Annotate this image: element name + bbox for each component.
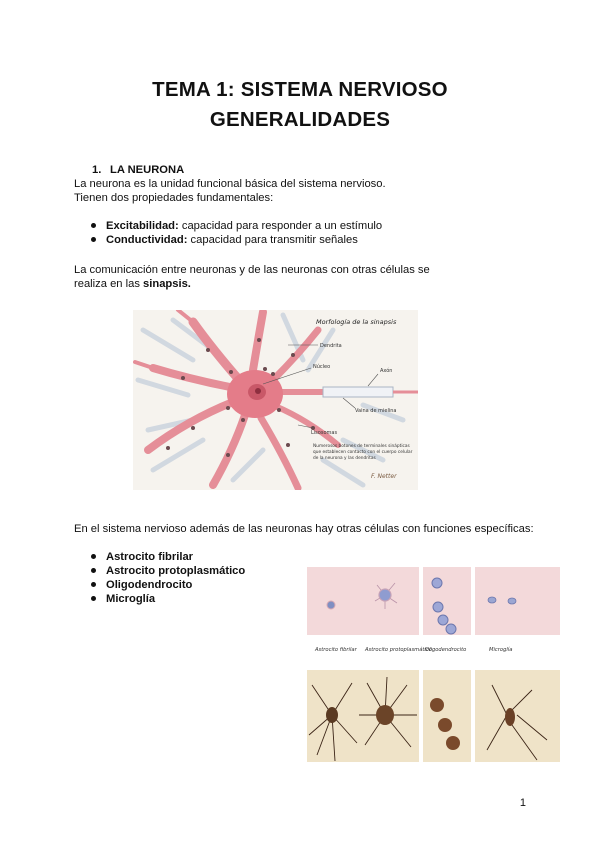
glia-item	[91, 550, 193, 564]
label-protoplasmic-astrocyte: Astrocito protoplasmático	[365, 647, 432, 653]
label-axon: Axón	[380, 368, 393, 374]
intro-line-2: Tienen dos propiedades fundamentales:	[74, 192, 274, 204]
label-oligodendrocyte: Oligodendrocito	[425, 647, 467, 653]
glia-item-label: Oligodendrocito	[106, 579, 193, 591]
panel-oligodendrocyte-top	[423, 567, 471, 635]
label-microglia: Microglía	[489, 647, 513, 653]
section-heading: LA NEURONA	[110, 164, 185, 176]
property-desc: capacidad para transmitir señales	[187, 234, 358, 246]
bullet-icon	[91, 568, 96, 573]
glia-item-label: Astrocito protoplasmático	[106, 565, 246, 577]
label-fibrous-astrocyte: Astrocito fibrilar	[315, 647, 357, 653]
synapse-term: sinapsis.	[143, 278, 191, 290]
stained-fibrous-astrocyte	[326, 707, 338, 723]
fibrous-astrocyte-cell	[327, 601, 335, 609]
section-number: 1.	[92, 164, 102, 176]
bullet-icon	[91, 554, 96, 559]
communication-text: realiza en las	[74, 278, 144, 290]
panel-astrocytes-top	[307, 567, 419, 635]
label-nucleus: Núcleo	[313, 364, 331, 370]
stained-protoplasmic-astrocyte	[376, 705, 394, 725]
bullet-icon	[91, 582, 96, 587]
bullet-icon	[91, 237, 96, 242]
glia-item-label: Astrocito fibrilar	[106, 551, 194, 563]
figure-caption-1: Numerosos botones de terminales sinápticas	[313, 444, 410, 449]
glia-item	[91, 578, 192, 592]
property-item	[91, 233, 358, 247]
glia-intro: En el sistema nervioso además de las neuronas hay otras células con funciones específicas:	[74, 523, 534, 535]
glia-item-label: Microglía	[106, 593, 156, 605]
bullet-icon	[91, 596, 96, 601]
communication-line-2	[74, 277, 191, 291]
document-title-line-2: GENERALIDADES	[209, 108, 391, 131]
document-title-line-1: TEMA 1: SISTEMA NERVIOSO	[152, 78, 448, 101]
page-number: 1	[519, 797, 526, 809]
property-desc: capacidad para responder a un estímulo	[178, 220, 383, 232]
property-item	[91, 219, 382, 233]
neuron-illustration	[133, 310, 418, 490]
glial-cells-figure	[307, 565, 562, 765]
panel-oligodendrocyte-bottom	[423, 670, 471, 762]
property-term: Conductividad:	[106, 234, 188, 246]
label-myelin: Vaina de mielina	[355, 408, 397, 414]
glia-item	[91, 564, 245, 578]
communication-line-1: La comunicación entre neuronas y de las neuronas con otras células se	[74, 264, 430, 276]
neuron-synapse-figure	[133, 310, 418, 490]
label-dendrite: Dendrita	[320, 343, 342, 349]
panel-astrocytes-bottom	[307, 670, 419, 762]
figure-caption-3: de la neurona y las dendritas	[313, 456, 376, 461]
label-lysosomes: Lisosomas	[311, 430, 338, 436]
intro-line-1: La neurona es la unidad funcional básica del sistema nervioso.	[74, 178, 386, 190]
glial-cells-illustration	[307, 565, 562, 765]
bullet-icon	[91, 223, 96, 228]
glia-item	[91, 592, 155, 606]
myelin-sheath	[323, 387, 393, 397]
figure-caption-2: que establecen contacto con el cuerpo celular	[313, 450, 413, 455]
property-term: Excitabilidad:	[106, 220, 179, 232]
figure-title: Morfología de la sinapsis	[316, 318, 397, 326]
stained-microglia	[505, 708, 515, 726]
artist-signature: F. Netter	[371, 473, 397, 480]
nucleolus	[255, 388, 261, 394]
